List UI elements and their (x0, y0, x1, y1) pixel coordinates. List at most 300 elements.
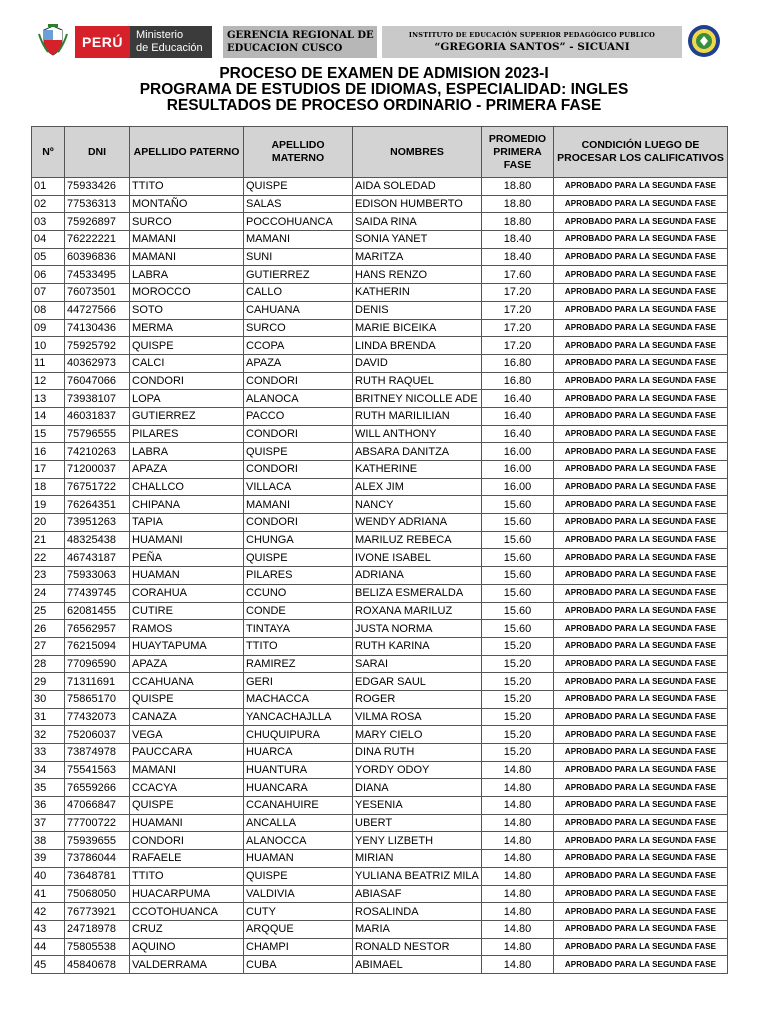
cell-promedio: 18.40 (482, 231, 554, 249)
cell-nombres: SONIA YANET (353, 231, 482, 249)
cell-promedio: 16.00 (482, 478, 554, 496)
table-row (32, 602, 728, 620)
table-row (32, 248, 728, 266)
cell-promedio: 15.60 (482, 531, 554, 549)
header-num: Nº (32, 127, 65, 178)
cell-apellido-materno: CUBA (244, 956, 353, 974)
cell-condicion: APROBADO PARA LA SEGUNDA FASE (554, 920, 728, 938)
cell-apellido-paterno: MOROCCO (130, 284, 244, 302)
cell-promedio: 15.60 (482, 514, 554, 532)
cell-dni: 75933063 (65, 567, 130, 585)
cell-nombres: MARITZA (353, 248, 482, 266)
cell-apellido-paterno: MAMANI (130, 248, 244, 266)
cell-apellido-paterno: TAPIA (130, 514, 244, 532)
cell-condicion: APROBADO PARA LA SEGUNDA FASE (554, 885, 728, 903)
cell-num: 12 (32, 372, 65, 390)
cell-condicion: APROBADO PARA LA SEGUNDA FASE (554, 584, 728, 602)
cell-dni: 45840678 (65, 956, 130, 974)
cell-nombres: NANCY (353, 496, 482, 514)
cell-num: 23 (32, 567, 65, 585)
cell-num: 15 (32, 425, 65, 443)
cell-apellido-materno: CCUNO (244, 584, 353, 602)
cell-promedio: 17.20 (482, 337, 554, 355)
cell-apellido-paterno: MONTAÑO (130, 195, 244, 213)
cell-dni: 73874978 (65, 744, 130, 762)
cell-dni: 74533495 (65, 266, 130, 284)
table-row (32, 920, 728, 938)
cell-apellido-materno: GUTIERREZ (244, 266, 353, 284)
table-row (32, 708, 728, 726)
cell-apellido-materno: TTITO (244, 637, 353, 655)
cell-apellido-materno: SUNI (244, 248, 353, 266)
cell-dni: 76751722 (65, 478, 130, 496)
cell-promedio: 17.20 (482, 319, 554, 337)
cell-apellido-paterno: TTITO (130, 867, 244, 885)
cell-num: 45 (32, 956, 65, 974)
table-row (32, 443, 728, 461)
cell-promedio: 17.20 (482, 284, 554, 302)
cell-apellido-paterno: CUTIRE (130, 602, 244, 620)
cell-condicion: APROBADO PARA LA SEGUNDA FASE (554, 655, 728, 673)
cell-nombres: DAVID (353, 354, 482, 372)
cell-num: 20 (32, 514, 65, 532)
cell-promedio: 14.80 (482, 797, 554, 815)
cell-dni: 75541563 (65, 761, 130, 779)
table-row (32, 584, 728, 602)
cell-apellido-paterno: SOTO (130, 301, 244, 319)
table-row (32, 266, 728, 284)
cell-promedio: 18.40 (482, 248, 554, 266)
cell-dni: 71200037 (65, 461, 130, 479)
cell-promedio: 15.60 (482, 496, 554, 514)
cell-apellido-paterno: CORAHUA (130, 584, 244, 602)
cell-nombres: RUTH MARILILIAN (353, 407, 482, 425)
cell-promedio: 16.40 (482, 390, 554, 408)
cell-num: 43 (32, 920, 65, 938)
cell-apellido-paterno: LABRA (130, 266, 244, 284)
cell-nombres: ROXANA MARILUZ (353, 602, 482, 620)
cell-num: 08 (32, 301, 65, 319)
results-table (31, 126, 728, 974)
cell-num: 10 (32, 337, 65, 355)
cell-condicion: APROBADO PARA LA SEGUNDA FASE (554, 407, 728, 425)
table-row (32, 655, 728, 673)
cell-nombres: BELIZA ESMERALDA (353, 584, 482, 602)
cell-dni: 75796555 (65, 425, 130, 443)
cell-condicion: APROBADO PARA LA SEGUNDA FASE (554, 567, 728, 585)
cell-condicion: APROBADO PARA LA SEGUNDA FASE (554, 248, 728, 266)
cell-num: 05 (32, 248, 65, 266)
cell-apellido-paterno: CALCI (130, 354, 244, 372)
cell-condicion: APROBADO PARA LA SEGUNDA FASE (554, 673, 728, 691)
cell-promedio: 16.80 (482, 372, 554, 390)
cell-promedio: 14.80 (482, 850, 554, 868)
table-row (32, 213, 728, 231)
table-row (32, 301, 728, 319)
cell-apellido-materno: QUISPE (244, 443, 353, 461)
cell-condicion: APROBADO PARA LA SEGUNDA FASE (554, 690, 728, 708)
table-row (32, 903, 728, 921)
table-row (32, 195, 728, 213)
table-row (32, 832, 728, 850)
cell-apellido-materno: MACHACCA (244, 690, 353, 708)
cell-apellido-materno: PACCO (244, 407, 353, 425)
cell-num: 33 (32, 744, 65, 762)
cell-apellido-paterno: HUAYTAPUMA (130, 637, 244, 655)
cell-apellido-paterno: HUACARPUMA (130, 885, 244, 903)
table-row (32, 496, 728, 514)
cell-num: 35 (32, 779, 65, 797)
header-dni: DNI (65, 127, 130, 178)
cell-apellido-paterno: CCAHUANA (130, 673, 244, 691)
title-line-1: PROCESO DE EXAMEN DE ADMISION 2023-I (219, 65, 549, 82)
cell-apellido-paterno: CHIPANA (130, 496, 244, 514)
cell-num: 02 (32, 195, 65, 213)
header-promedio: PROMEDIO PRIMERA FASE (482, 127, 554, 178)
cell-dni: 76073501 (65, 284, 130, 302)
table-row (32, 744, 728, 762)
table-row (32, 549, 728, 567)
header-condicion: CONDICIÓN LUEGO DE PROCESAR LOS CALIFICATIVOS (554, 127, 728, 178)
cell-nombres: EDGAR SAUL (353, 673, 482, 691)
cell-num: 07 (32, 284, 65, 302)
cell-condicion: APROBADO PARA LA SEGUNDA FASE (554, 744, 728, 762)
cell-nombres: RUTH RAQUEL (353, 372, 482, 390)
cell-num: 03 (32, 213, 65, 231)
table-row (32, 779, 728, 797)
cell-promedio: 16.40 (482, 425, 554, 443)
cell-apellido-materno: QUISPE (244, 178, 353, 196)
instituto-line-2: “GREGORIA SANTOS” - SICUANI (434, 41, 630, 53)
table-row (32, 231, 728, 249)
cell-dni: 73648781 (65, 867, 130, 885)
table-row (32, 761, 728, 779)
cell-dni: 76562957 (65, 620, 130, 638)
cell-apellido-paterno: SURCO (130, 213, 244, 231)
cell-nombres: ROSALINDA (353, 903, 482, 921)
gerencia-label (223, 26, 377, 58)
peru-coat-of-arms-icon (36, 24, 70, 58)
cell-condicion: APROBADO PARA LA SEGUNDA FASE (554, 425, 728, 443)
table-row (32, 814, 728, 832)
table-row (32, 514, 728, 532)
cell-apellido-materno: POCCOHUANCA (244, 213, 353, 231)
table-header-row (32, 127, 728, 178)
cell-condicion: APROBADO PARA LA SEGUNDA FASE (554, 496, 728, 514)
cell-apellido-paterno: APAZA (130, 655, 244, 673)
cell-promedio: 15.20 (482, 726, 554, 744)
cell-nombres: AIDA SOLEDAD (353, 178, 482, 196)
cell-condicion: APROBADO PARA LA SEGUNDA FASE (554, 478, 728, 496)
cell-condicion: APROBADO PARA LA SEGUNDA FASE (554, 832, 728, 850)
header-apellido-materno: APELLIDO MATERNO (244, 127, 353, 178)
document-header (0, 20, 768, 64)
cell-apellido-materno: CAHUANA (244, 301, 353, 319)
cell-apellido-paterno: LABRA (130, 443, 244, 461)
cell-num: 04 (32, 231, 65, 249)
cell-apellido-paterno: RAFAELE (130, 850, 244, 868)
cell-apellido-materno: HUAMAN (244, 850, 353, 868)
table-row (32, 567, 728, 585)
cell-apellido-paterno: GUTIERREZ (130, 407, 244, 425)
cell-num: 34 (32, 761, 65, 779)
cell-nombres: ABSARA DANITZA (353, 443, 482, 461)
cell-apellido-materno: CHUNGA (244, 531, 353, 549)
cell-nombres: YULIANA BEATRIZ MILA (353, 867, 482, 885)
cell-apellido-materno: MAMANI (244, 231, 353, 249)
cell-apellido-paterno: CRUZ (130, 920, 244, 938)
cell-condicion: APROBADO PARA LA SEGUNDA FASE (554, 637, 728, 655)
table-row (32, 178, 728, 196)
table-row (32, 850, 728, 868)
cell-apellido-paterno: QUISPE (130, 797, 244, 815)
cell-dni: 46031837 (65, 407, 130, 425)
table-row (32, 478, 728, 496)
cell-condicion: APROBADO PARA LA SEGUNDA FASE (554, 761, 728, 779)
cell-nombres: MARY CIELO (353, 726, 482, 744)
cell-condicion: APROBADO PARA LA SEGUNDA FASE (554, 284, 728, 302)
cell-apellido-materno: HUARCA (244, 744, 353, 762)
table-row (32, 407, 728, 425)
cell-promedio: 15.20 (482, 637, 554, 655)
cell-num: 24 (32, 584, 65, 602)
cell-condicion: APROBADO PARA LA SEGUNDA FASE (554, 390, 728, 408)
table-row (32, 620, 728, 638)
cell-apellido-paterno: MERMA (130, 319, 244, 337)
table-row (32, 797, 728, 815)
cell-nombres: HANS RENZO (353, 266, 482, 284)
cell-promedio: 14.80 (482, 761, 554, 779)
cell-condicion: APROBADO PARA LA SEGUNDA FASE (554, 620, 728, 638)
cell-dni: 73951263 (65, 514, 130, 532)
cell-apellido-paterno: VEGA (130, 726, 244, 744)
cell-condicion: APROBADO PARA LA SEGUNDA FASE (554, 213, 728, 231)
cell-apellido-materno: YANCACHAJLLA (244, 708, 353, 726)
instituto-line-1: INSTITUTO DE EDUCACIÓN SUPERIOR PEDAGÓGICO PUBLICO (408, 31, 656, 39)
cell-num: 44 (32, 938, 65, 956)
table-row (32, 319, 728, 337)
cell-apellido-materno: VILLACA (244, 478, 353, 496)
cell-num: 28 (32, 655, 65, 673)
cell-nombres: KATHERINE (353, 461, 482, 479)
cell-num: 18 (32, 478, 65, 496)
cell-condicion: APROBADO PARA LA SEGUNDA FASE (554, 549, 728, 567)
table-row (32, 372, 728, 390)
cell-apellido-materno: HUANTURA (244, 761, 353, 779)
cell-condicion: APROBADO PARA LA SEGUNDA FASE (554, 956, 728, 974)
cell-dni: 77439745 (65, 584, 130, 602)
instituto-label (382, 26, 682, 58)
cell-num: 09 (32, 319, 65, 337)
cell-nombres: YESENIA (353, 797, 482, 815)
cell-dni: 73938107 (65, 390, 130, 408)
cell-num: 14 (32, 407, 65, 425)
cell-dni: 76773921 (65, 903, 130, 921)
cell-condicion: APROBADO PARA LA SEGUNDA FASE (554, 531, 728, 549)
peru-label: PERÚ (75, 26, 130, 58)
cell-num: 39 (32, 850, 65, 868)
cell-apellido-paterno: PEÑA (130, 549, 244, 567)
cell-nombres: YENY LIZBETH (353, 832, 482, 850)
cell-promedio: 14.80 (482, 867, 554, 885)
cell-promedio: 16.00 (482, 443, 554, 461)
table-row (32, 337, 728, 355)
cell-dni: 77432073 (65, 708, 130, 726)
cell-nombres: DENIS (353, 301, 482, 319)
cell-condicion: APROBADO PARA LA SEGUNDA FASE (554, 195, 728, 213)
cell-dni: 75805538 (65, 938, 130, 956)
table-row (32, 673, 728, 691)
cell-dni: 76215094 (65, 637, 130, 655)
cell-num: 42 (32, 903, 65, 921)
cell-nombres: ALEX JIM (353, 478, 482, 496)
cell-dni: 77096590 (65, 655, 130, 673)
cell-apellido-materno: CONDE (244, 602, 353, 620)
cell-nombres: BRITNEY NICOLLE ADE (353, 390, 482, 408)
table-row (32, 390, 728, 408)
cell-apellido-materno: ALANOCA (244, 390, 353, 408)
table-row (32, 885, 728, 903)
cell-condicion: APROBADO PARA LA SEGUNDA FASE (554, 301, 728, 319)
table-row (32, 531, 728, 549)
cell-promedio: 14.80 (482, 920, 554, 938)
cell-dni: 24718978 (65, 920, 130, 938)
cell-dni: 74130436 (65, 319, 130, 337)
cell-nombres: WILL ANTHONY (353, 425, 482, 443)
cell-nombres: RONALD NESTOR (353, 938, 482, 956)
cell-promedio: 17.60 (482, 266, 554, 284)
table-row (32, 461, 728, 479)
cell-apellido-materno: RAMIREZ (244, 655, 353, 673)
cell-apellido-materno: ARQQUE (244, 920, 353, 938)
cell-apellido-paterno: VALDERRAMA (130, 956, 244, 974)
cell-nombres: ABIMAEL (353, 956, 482, 974)
cell-num: 06 (32, 266, 65, 284)
cell-dni: 40362973 (65, 354, 130, 372)
cell-apellido-paterno: PILARES (130, 425, 244, 443)
ministerio-label (130, 26, 212, 58)
table-row (32, 690, 728, 708)
cell-promedio: 15.20 (482, 690, 554, 708)
cell-promedio: 16.00 (482, 461, 554, 479)
cell-apellido-materno: HUANCARA (244, 779, 353, 797)
cell-dni: 76264351 (65, 496, 130, 514)
cell-num: 36 (32, 797, 65, 815)
ministerio-line-2: de Educación (136, 42, 203, 54)
cell-nombres: MARIE BICEIKA (353, 319, 482, 337)
cell-num: 13 (32, 390, 65, 408)
cell-apellido-paterno: CHALLCO (130, 478, 244, 496)
table-row (32, 284, 728, 302)
cell-nombres: EDISON HUMBERTO (353, 195, 482, 213)
cell-dni: 75926897 (65, 213, 130, 231)
cell-nombres: WENDY ADRIANA (353, 514, 482, 532)
header-nombres: NOMBRES (353, 127, 482, 178)
ministerio-line-1: Ministerio (136, 29, 184, 41)
cell-condicion: APROBADO PARA LA SEGUNDA FASE (554, 372, 728, 390)
cell-apellido-materno: CCANAHUIRE (244, 797, 353, 815)
cell-apellido-materno: PILARES (244, 567, 353, 585)
cell-promedio: 14.80 (482, 903, 554, 921)
cell-apellido-paterno: PAUCCARA (130, 744, 244, 762)
document-titles (0, 66, 768, 114)
cell-apellido-materno: CUTY (244, 903, 353, 921)
title-line-2: PROGRAMA DE ESTUDIOS DE IDIOMAS, ESPECIALIDAD: INGLES (139, 81, 629, 98)
cell-nombres: ABIASAF (353, 885, 482, 903)
cell-nombres: YORDY ODOY (353, 761, 482, 779)
cell-apellido-materno: CONDORI (244, 461, 353, 479)
table-body (32, 178, 728, 974)
cell-nombres: SAIDA RINA (353, 213, 482, 231)
cell-dni: 75939655 (65, 832, 130, 850)
cell-condicion: APROBADO PARA LA SEGUNDA FASE (554, 337, 728, 355)
cell-apellido-materno: CCOPA (244, 337, 353, 355)
cell-apellido-materno: VALDIVIA (244, 885, 353, 903)
cell-promedio: 18.80 (482, 195, 554, 213)
cell-dni: 71311691 (65, 673, 130, 691)
cell-promedio: 15.20 (482, 673, 554, 691)
table-row (32, 956, 728, 974)
cell-condicion: APROBADO PARA LA SEGUNDA FASE (554, 514, 728, 532)
cell-promedio: 14.80 (482, 814, 554, 832)
cell-condicion: APROBADO PARA LA SEGUNDA FASE (554, 726, 728, 744)
cell-promedio: 15.60 (482, 584, 554, 602)
cell-num: 27 (32, 637, 65, 655)
cell-condicion: APROBADO PARA LA SEGUNDA FASE (554, 779, 728, 797)
cell-nombres: DIANA (353, 779, 482, 797)
cell-num: 19 (32, 496, 65, 514)
cell-apellido-materno: SURCO (244, 319, 353, 337)
cell-num: 30 (32, 690, 65, 708)
header-apellido-paterno: APELLIDO PATERNO (130, 127, 244, 178)
cell-condicion: APROBADO PARA LA SEGUNDA FASE (554, 354, 728, 372)
cell-apellido-paterno: MAMANI (130, 761, 244, 779)
table-row (32, 637, 728, 655)
cell-apellido-paterno: QUISPE (130, 337, 244, 355)
cell-condicion: APROBADO PARA LA SEGUNDA FASE (554, 178, 728, 196)
cell-dni: 75933426 (65, 178, 130, 196)
gerencia-line-1: GERENCIA REGIONAL DE (227, 30, 374, 41)
cell-dni: 74210263 (65, 443, 130, 461)
cell-nombres: RUTH KARINA (353, 637, 482, 655)
cell-promedio: 14.80 (482, 956, 554, 974)
cell-promedio: 14.80 (482, 779, 554, 797)
cell-num: 21 (32, 531, 65, 549)
cell-dni: 76047066 (65, 372, 130, 390)
cell-nombres: MIRIAN (353, 850, 482, 868)
cell-num: 38 (32, 832, 65, 850)
institute-seal-icon (687, 24, 721, 58)
cell-promedio: 15.20 (482, 744, 554, 762)
cell-condicion: APROBADO PARA LA SEGUNDA FASE (554, 708, 728, 726)
cell-promedio: 14.80 (482, 885, 554, 903)
cell-num: 01 (32, 178, 65, 196)
cell-num: 22 (32, 549, 65, 567)
cell-condicion: APROBADO PARA LA SEGUNDA FASE (554, 266, 728, 284)
cell-apellido-materno: SALAS (244, 195, 353, 213)
cell-apellido-paterno: HUAMANI (130, 531, 244, 549)
cell-nombres: VILMA ROSA (353, 708, 482, 726)
cell-apellido-materno: QUISPE (244, 867, 353, 885)
cell-apellido-materno: MAMANI (244, 496, 353, 514)
cell-dni: 60396836 (65, 248, 130, 266)
table-row (32, 867, 728, 885)
cell-nombres: IVONE ISABEL (353, 549, 482, 567)
cell-nombres: ADRIANA (353, 567, 482, 585)
cell-nombres: LINDA BRENDA (353, 337, 482, 355)
cell-apellido-paterno: MAMANI (130, 231, 244, 249)
cell-apellido-paterno: APAZA (130, 461, 244, 479)
